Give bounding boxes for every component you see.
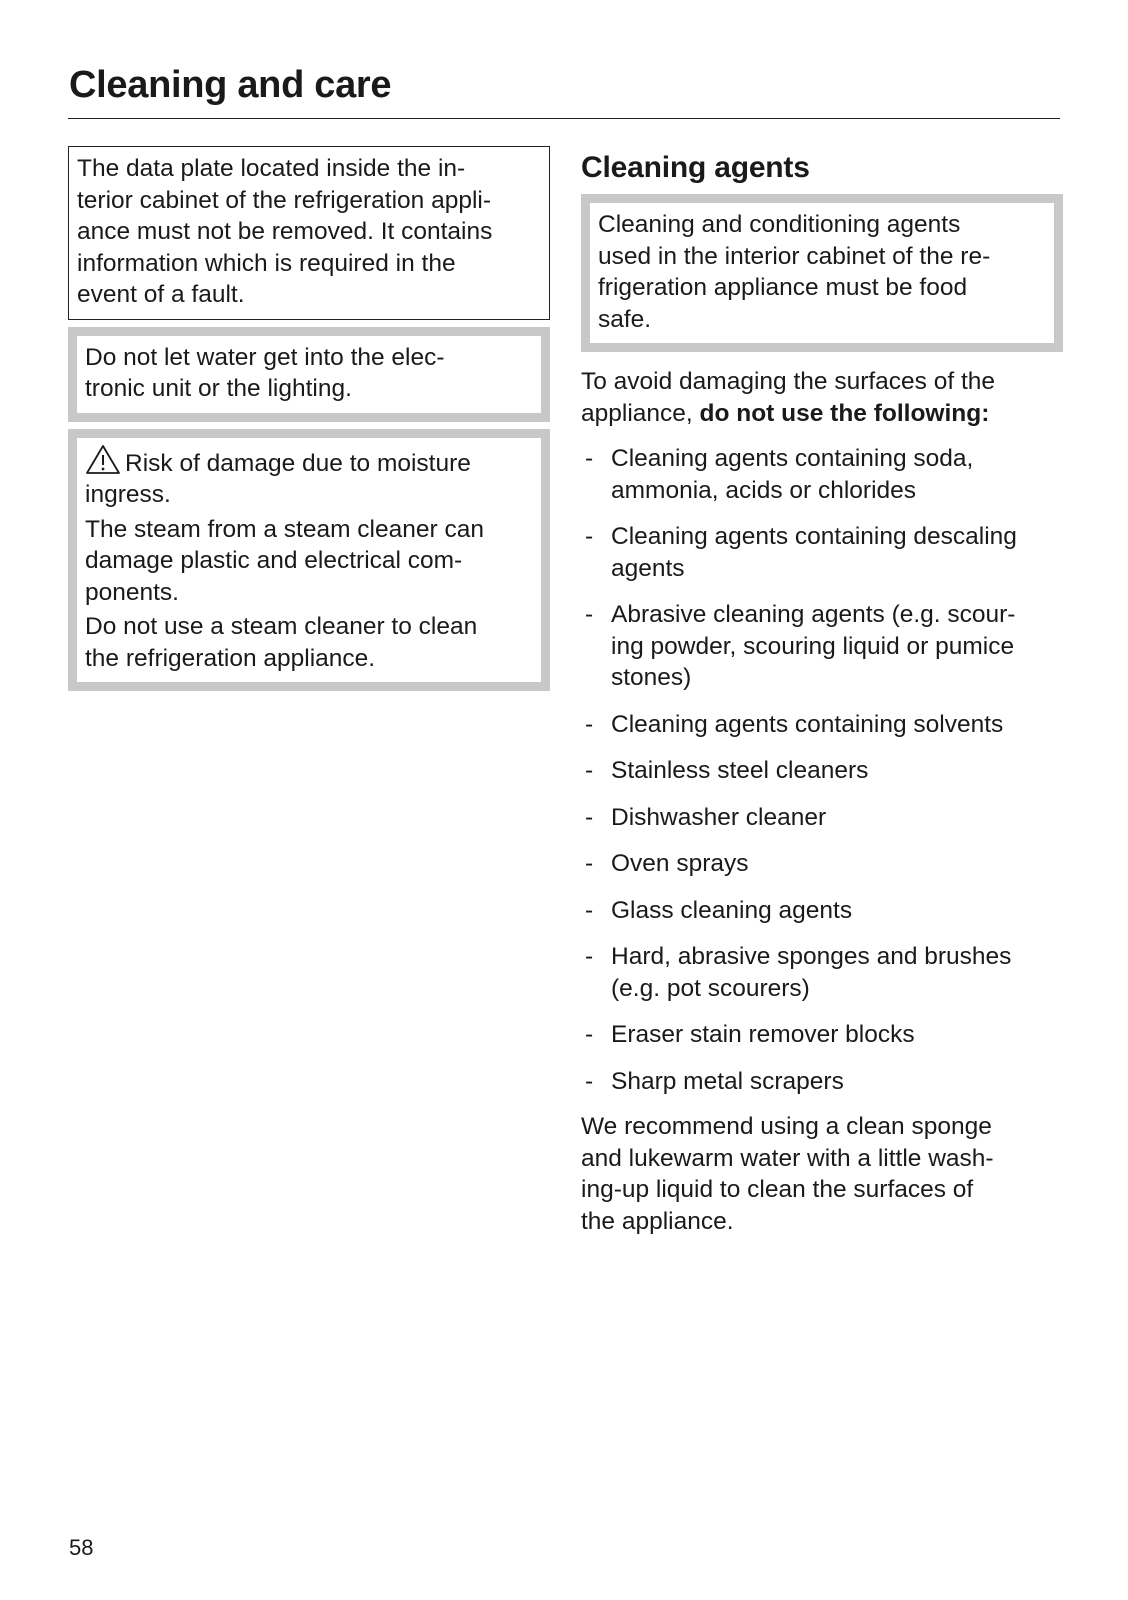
water-note-box bbox=[68, 327, 550, 422]
list-item-text: Oven sprays bbox=[611, 850, 749, 877]
list-dash: - bbox=[585, 803, 594, 831]
list-item bbox=[581, 941, 1063, 1004]
list-item-text: ing powder, scouring liquid or pumice bbox=[611, 632, 1015, 660]
list-item-text: stones) bbox=[611, 664, 692, 691]
right-column bbox=[581, 146, 1063, 1237]
list-dash: - bbox=[585, 850, 594, 877]
warning-body-instruction: Do not use a steam cleaner to clean the refrigeration appliance. bbox=[85, 613, 478, 672]
warning-heading: Risk of damage due to moisture ingress. bbox=[85, 444, 533, 511]
list-dash: - bbox=[585, 445, 594, 472]
page-number: 58 bbox=[69, 1535, 94, 1560]
food-safe-note-text: Cleaning and conditioning agents used in the interior cabinet of the re- frigeration appliance must be food safe. bbox=[598, 211, 991, 333]
list-item bbox=[581, 755, 1063, 787]
list-item-text: (e.g. pot scourers) bbox=[611, 974, 810, 1002]
list-item-text: Cleaning agents containing solvents bbox=[611, 710, 1004, 738]
warning-body-steam: The steam from a steam cleaner can damage plastic and electrical com- ponents. bbox=[85, 515, 484, 606]
intro-paragraph: To avoid damaging the surfaces of the appliance, do not use the following: bbox=[581, 368, 996, 427]
list-dash: - bbox=[585, 710, 594, 738]
food-safe-note-box bbox=[581, 194, 1063, 352]
list-dash: - bbox=[585, 1021, 594, 1048]
title-divider bbox=[68, 118, 1060, 119]
page-title: Cleaning and care bbox=[69, 64, 392, 106]
list-item-text: Hard, abrasive sponges and brushes bbox=[611, 943, 1012, 970]
section-title: Cleaning agents bbox=[581, 151, 810, 184]
list-item bbox=[581, 802, 1063, 834]
list-dash: - bbox=[585, 601, 594, 628]
list-item bbox=[581, 709, 1063, 741]
list-item-text: Cleaning agents containing soda, bbox=[611, 445, 974, 472]
list-dash: - bbox=[585, 896, 594, 924]
recommendation-paragraph: We recommend using a clean sponge and lukewarm water with a little wash- ing-up liquid to clean the surfaces of the appliance. bbox=[581, 1113, 994, 1235]
data-plate-note-box bbox=[68, 146, 550, 320]
list-item bbox=[581, 599, 1063, 694]
list-item-text: Dishwasher cleaner bbox=[611, 803, 827, 831]
data-plate-note-text: The data plate located inside the in- terior cabinet of the refrigeration appli- ance must not be removed. It contains information which is required in the event of a fault. bbox=[77, 155, 493, 308]
moisture-warning-box bbox=[68, 429, 550, 692]
list-dash: - bbox=[585, 943, 594, 970]
list-item bbox=[581, 443, 1063, 506]
list-item-text: agents bbox=[611, 554, 685, 582]
list-item bbox=[581, 848, 1063, 880]
left-column bbox=[68, 146, 550, 691]
water-note-text: Do not let water get into the elec- tronic unit or the lighting. bbox=[85, 343, 445, 402]
list-item-text: ammonia, acids or chlorides bbox=[611, 476, 917, 504]
list-item-text: Cleaning agents containing descaling bbox=[611, 523, 1017, 550]
list-item-text: Sharp metal scrapers bbox=[611, 1067, 844, 1095]
intro-emphasis: do not use the following: bbox=[699, 399, 990, 427]
list-item-text: Eraser stain remover blocks bbox=[611, 1021, 915, 1048]
list-item bbox=[581, 521, 1063, 584]
list-item-text: Glass cleaning agents bbox=[611, 896, 853, 924]
list-dash: - bbox=[585, 757, 594, 784]
list-item bbox=[581, 1066, 1063, 1098]
warning-triangle-icon bbox=[85, 444, 121, 475]
list-item bbox=[581, 1019, 1063, 1051]
do-not-use-list bbox=[581, 443, 1063, 1097]
list-dash: - bbox=[585, 1067, 594, 1095]
list-item-text: Abrasive cleaning agents (e.g. scour- bbox=[611, 601, 1016, 628]
list-item bbox=[581, 895, 1063, 927]
list-item-text: Stainless steel cleaners bbox=[611, 757, 869, 784]
list-dash: - bbox=[585, 523, 594, 550]
